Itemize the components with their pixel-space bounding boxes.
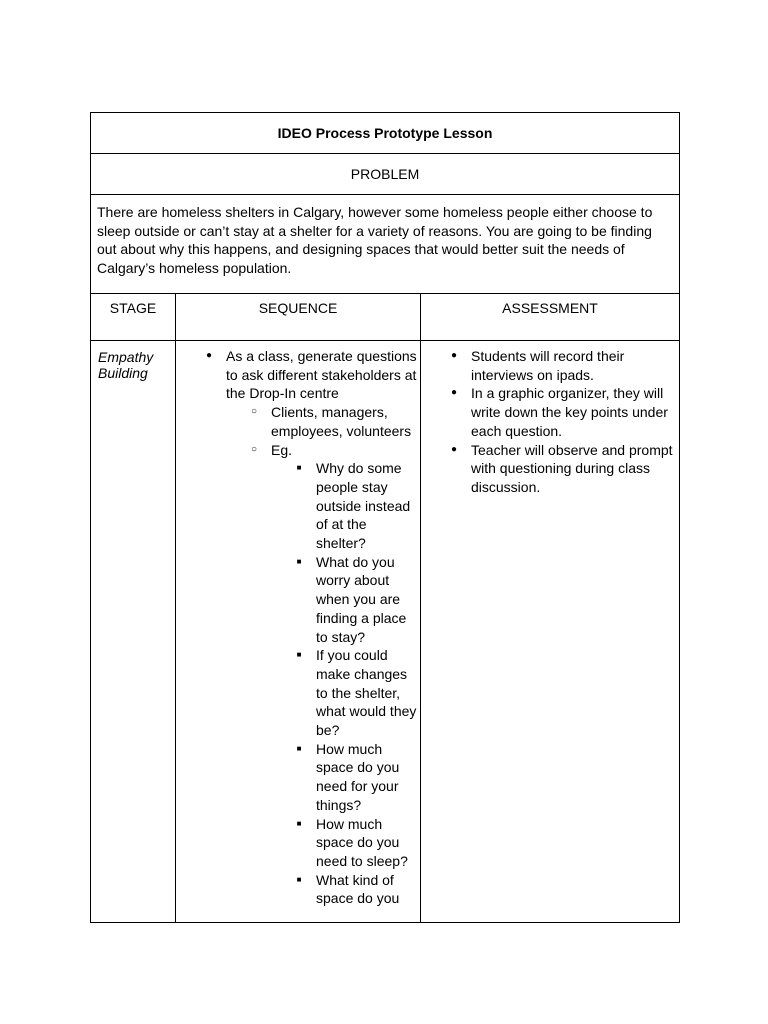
question-text: How much space do you need for your things? bbox=[316, 740, 400, 813]
question-text: What do you worry about when you are finding a place to stay? bbox=[316, 553, 407, 645]
stage-column-header: STAGE bbox=[91, 294, 176, 341]
stage-cell bbox=[91, 341, 176, 923]
sublist-item-text: Clients, managers, employees, volunteers bbox=[271, 404, 412, 439]
stage-name: Empathy Building bbox=[98, 349, 154, 381]
bullet-icon bbox=[203, 347, 215, 366]
assessment-cell bbox=[421, 341, 680, 923]
square-bullet-icon bbox=[293, 459, 305, 478]
problem-description: There are homeless shelters in Calgary, however some homeless people either choose to sleep outside or can’t stay at a shelter for a variety of reasons. You are going to be finding out about why this happens, and designing spaces that would better suit the needs of Calgary’s homeless population. bbox=[91, 195, 680, 294]
question-text: How much space do you need to sleep? bbox=[316, 815, 408, 869]
assessment-text: Teacher will observe and prompt with questioning during class discussion. bbox=[471, 441, 673, 495]
assessment-column-header: ASSESSMENT bbox=[421, 294, 680, 341]
square-bullet-icon bbox=[293, 871, 305, 890]
question-list bbox=[271, 459, 420, 908]
problem-heading: PROBLEM bbox=[91, 154, 680, 195]
square-bullet-icon bbox=[293, 740, 305, 759]
assessment-text: In a graphic organizer, they will write down the key points under each question. bbox=[471, 385, 668, 439]
question-item bbox=[316, 815, 420, 871]
square-bullet-icon bbox=[293, 815, 305, 834]
assessment-item bbox=[471, 441, 675, 497]
bullet-icon bbox=[448, 347, 460, 366]
sublist-item bbox=[271, 403, 420, 440]
bullet-icon bbox=[448, 441, 460, 460]
question-text: What kind of space do you bbox=[316, 871, 400, 907]
sequence-item-text: As a class, generate questions to ask different stakeholders at the Drop-In centre bbox=[226, 348, 417, 402]
square-bullet-icon bbox=[293, 553, 305, 572]
question-text: If you could make changes to the shelter, what would they be? bbox=[316, 647, 417, 739]
sequence-column-header: SEQUENCE bbox=[176, 294, 421, 341]
question-text: Why do some people stay outside instead of at the shelter? bbox=[316, 460, 411, 552]
stakeholder-sublist bbox=[226, 403, 420, 908]
sequence-item bbox=[226, 347, 420, 908]
question-item bbox=[316, 740, 420, 815]
lesson-table bbox=[90, 112, 680, 923]
question-item bbox=[316, 871, 420, 908]
bullet-icon bbox=[448, 384, 460, 403]
question-item bbox=[316, 459, 420, 553]
square-bullet-icon bbox=[293, 646, 305, 665]
assessment-item bbox=[471, 347, 675, 384]
sequence-cell bbox=[176, 341, 421, 923]
assessment-list bbox=[421, 347, 679, 497]
sequence-list bbox=[176, 347, 420, 908]
circle-bullet-icon bbox=[248, 403, 260, 422]
sublist-item bbox=[271, 441, 420, 909]
question-item bbox=[316, 553, 420, 647]
circle-bullet-icon bbox=[248, 441, 260, 460]
lesson-title: IDEO Process Prototype Lesson bbox=[91, 113, 680, 154]
sublist-item-text: Eg. bbox=[271, 441, 293, 458]
assessment-text: Students will record their interviews on ipads. bbox=[471, 348, 625, 383]
question-item bbox=[316, 646, 420, 740]
assessment-item bbox=[471, 384, 675, 440]
